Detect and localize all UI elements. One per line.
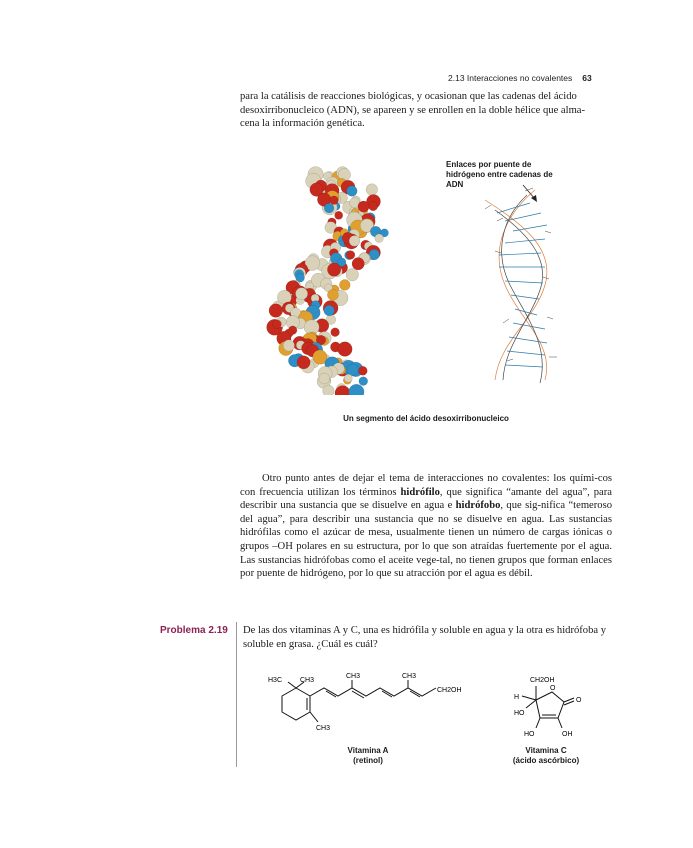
vitamin-a-label [318,746,418,766]
vitamin-a-common-name: (retinol) [353,756,383,765]
atom-sphere [324,203,334,213]
problem-label: Problema 2.19 [160,625,228,636]
atom-label: O [576,697,582,704]
text-line: desoxirribonucleico (ADN), se apareen y se enrollen en la doble hélice que alma- [240,104,586,116]
atom-sphere [273,320,282,329]
atom-label: CH3 [402,673,417,680]
body-paragraph [240,472,612,581]
atom-sphere [344,374,352,382]
problem-text: De las dos vitaminas A y C, una es hidrófila y soluble en agua y la otra es hidrófoba y soluble en grasa. ¿Cuál es cuál? [243,625,607,650]
text-part: , que significa “amante del agua”, para describir una sustancia que se disuelve en agua e [240,486,612,512]
atom-sphere [338,342,353,357]
atom-label: CH3 [316,725,331,732]
atom-sphere [296,288,308,300]
atom-sphere [297,356,310,369]
atom-label: CH2OH [437,687,462,694]
atom-sphere [330,196,339,205]
atom-sphere [368,201,377,210]
dna-illustration [255,155,595,395]
section-title: 2.13 Interacciones no covalentes [448,73,573,83]
vitamin-c-name: Vitamina C [525,746,567,755]
running-header [448,73,592,83]
vitamin-c-structure [500,672,590,742]
text-line: para la catálisis de reacciones biológicas, y ocasionan que las cadenas del ácido [240,91,577,102]
atom-sphere [346,268,359,281]
text-part: Otro punto antes de dejar el tema de interacciones no covalentes: los quími-cos con frecuencia utilizan los términos [240,473,612,498]
atom-label: HO [524,731,535,738]
atom-sphere [339,280,350,291]
paragraph-text [240,472,612,581]
atom-sphere [324,305,335,316]
atom-label: CH2OH [530,677,555,684]
text-part: , que sig-nifica “temeroso del agua”, para describir una sustancia que no se disuelve en agua. Las sustancias hidrófilas como el azúcar de mesa, usualmente tienen un número de cargas iónicas o grupos –OH polares en su estructura, por lo que son atraídas fuertemente por el agua. Las sustancias hidrófobas como el aceite vege-tal, no tienen grupos que forman enlaces por puente de hidrógeno, por lo que su atracción por el agua es débil. [240,500,612,580]
atom-label: H [514,694,520,701]
atom-sphere [349,236,360,247]
atom-sphere [375,234,384,243]
atom-label: CH3 [300,677,315,684]
page-number: 63 [582,73,592,83]
atom-sphere [358,366,367,375]
atom-sphere [283,340,294,351]
atom-sphere [347,186,358,197]
atom-sphere [327,289,338,300]
atom-sphere [359,377,368,386]
text-line: cena la información genética. [240,118,365,130]
atom-label: OH [562,731,573,738]
atom-sphere [349,384,364,395]
intro-paragraph [240,90,612,131]
figure-label: Enlaces por puente de hidrógeno entre cadenas de ADN [446,160,553,189]
term-hydrophilic: hidrófilo [400,486,440,498]
atom-sphere [331,328,340,337]
problem-rule [236,622,237,767]
term-hydrophobic: hidrófobo [455,500,501,512]
vitamin-c-common-name: (ácido ascórbico) [512,756,580,765]
atom-label: H3C [268,677,283,684]
atom-sphere [366,184,378,196]
atom-label: CH3 [346,673,361,680]
atom-label: HO [514,710,525,717]
atom-sphere [319,373,330,384]
dna-space-filling-model [267,167,389,396]
vitamin-a-structure [266,672,486,744]
atom-sphere [358,201,369,212]
vitamin-a-name: Vitamina A [347,746,389,755]
atom-sphere [346,251,355,260]
atom-sphere [335,211,343,219]
vitamin-c-label [496,746,596,766]
dna-stick-model [485,188,557,383]
figure-caption: Un segmento del ácido desoxirribonucleico [343,414,509,423]
dna-figure [255,155,595,395]
atom-sphere [352,258,364,270]
atom-sphere [269,304,283,318]
atom-label: O [550,685,556,692]
atom-sphere [323,385,335,395]
atom-sphere [327,263,340,276]
